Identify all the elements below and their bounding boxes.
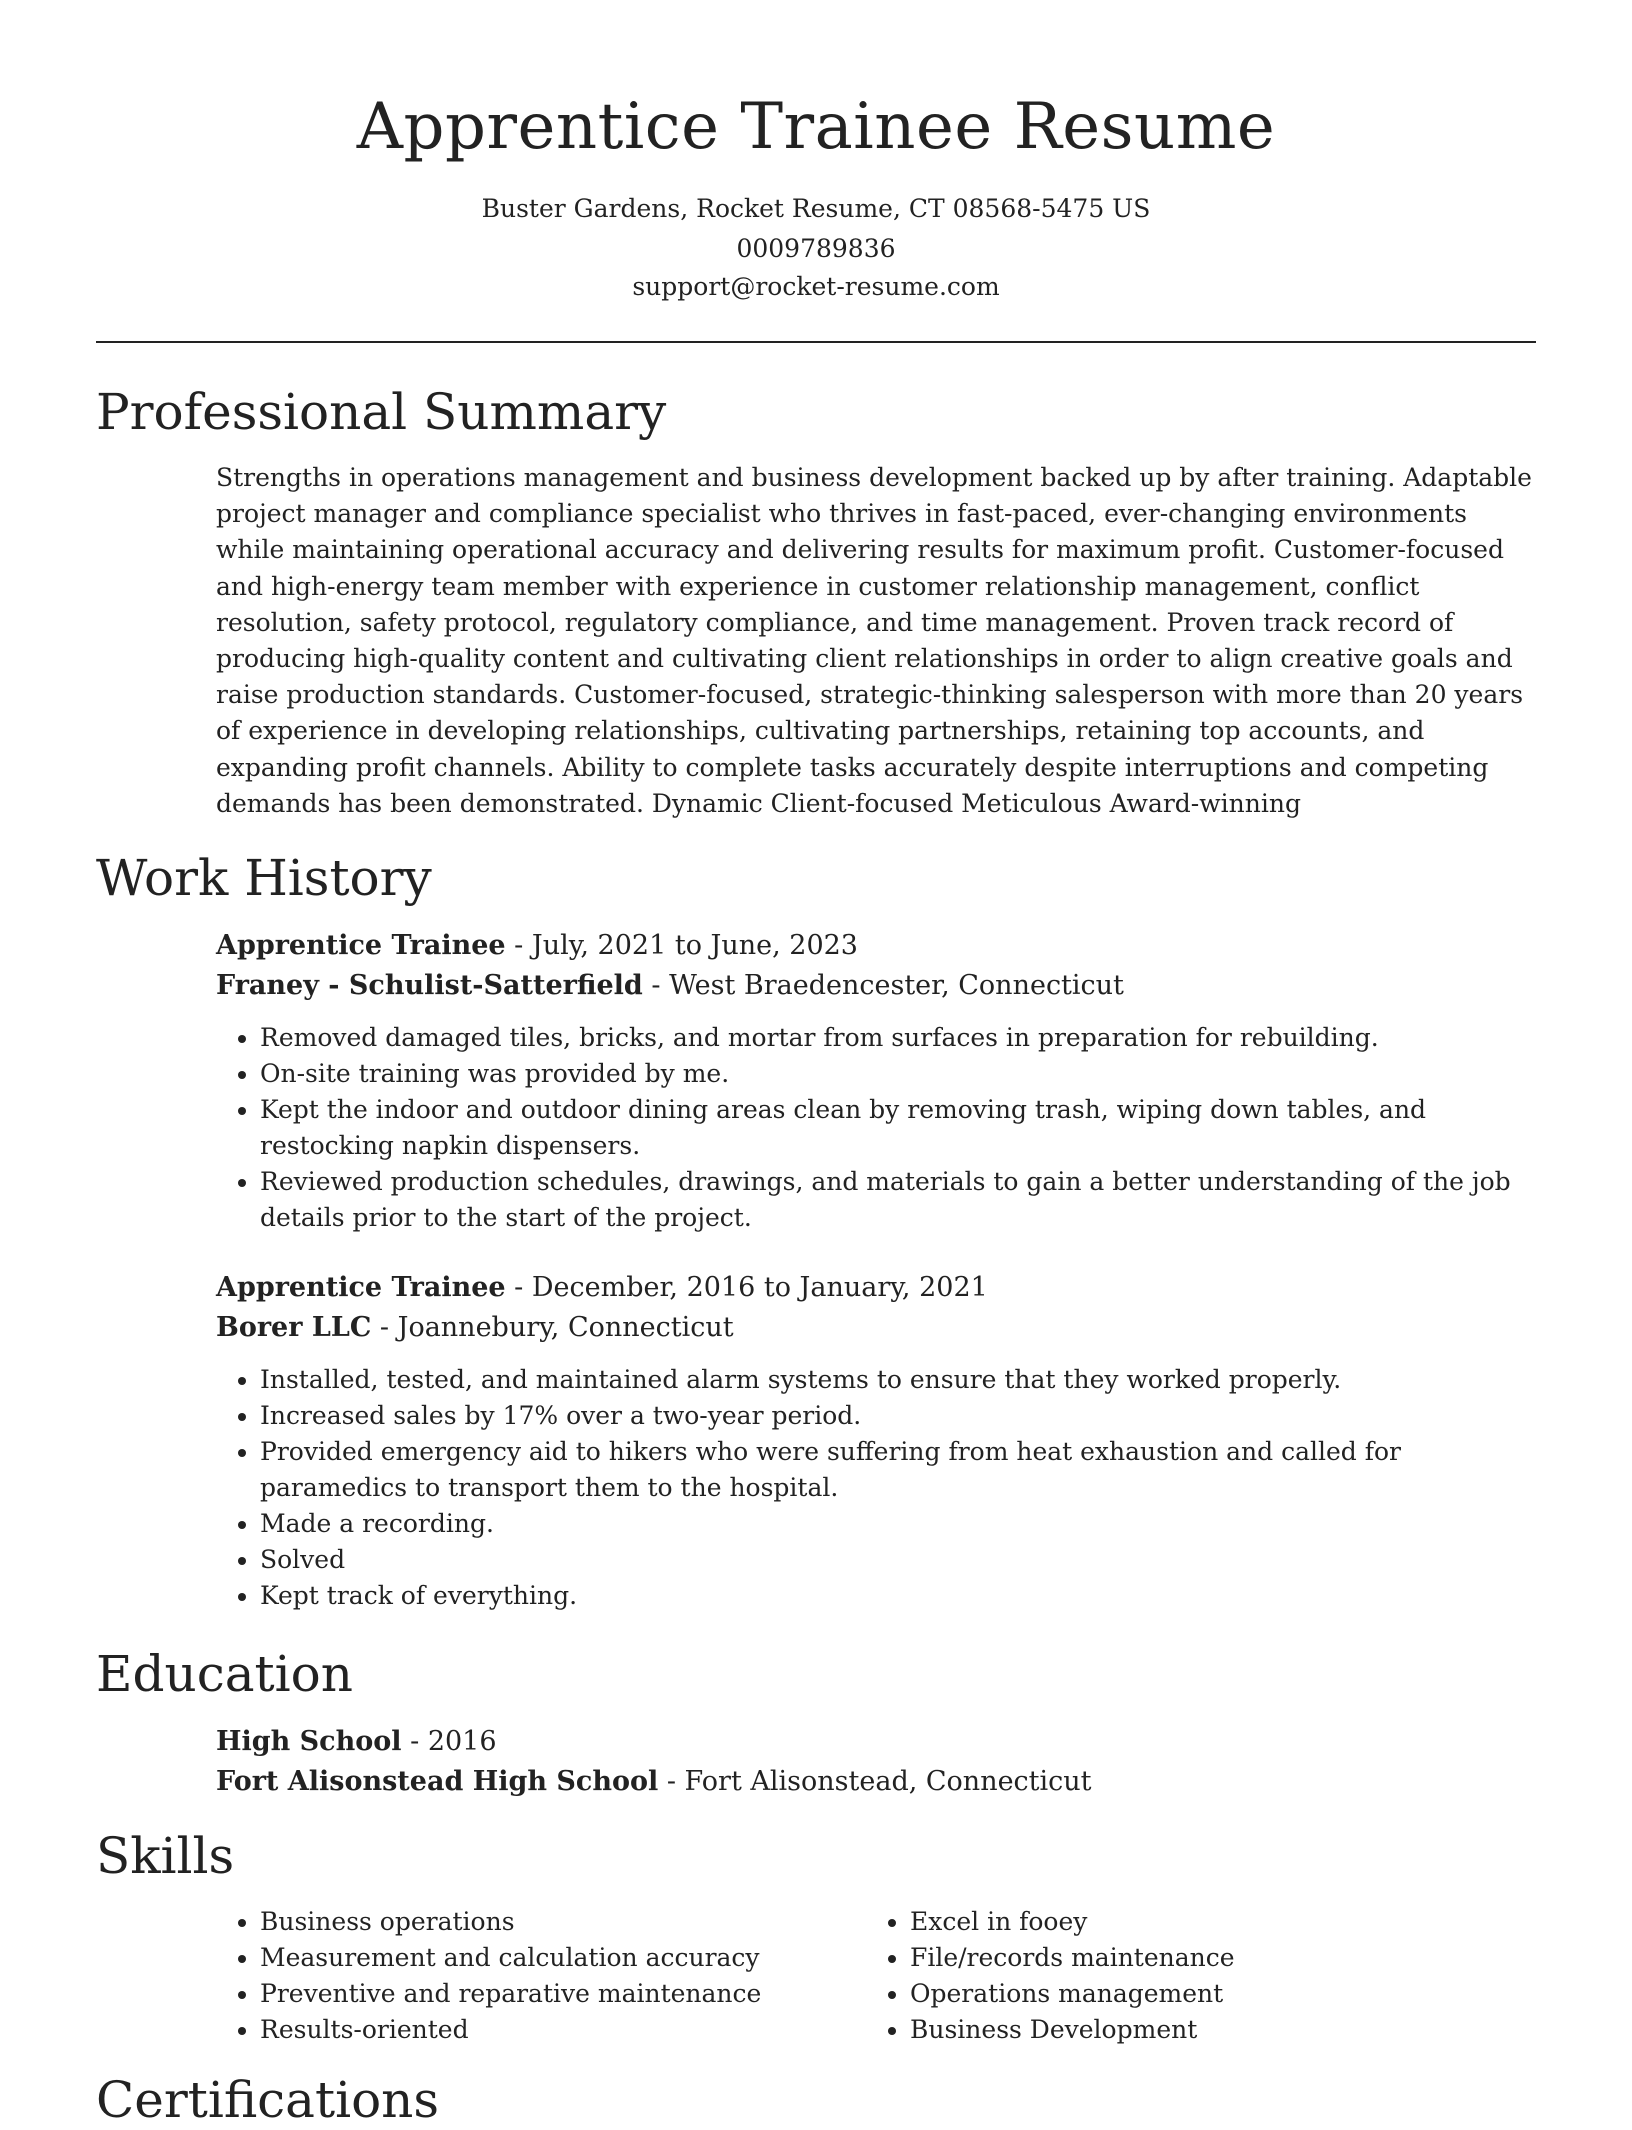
list-item: • Increased sales by 17% over a two-year period. xyxy=(260,1398,1536,1434)
list-item: • Business operations xyxy=(260,1904,856,1940)
job-title-line xyxy=(216,1268,1536,1308)
job-dates: - July, 2021 to June, 2023 xyxy=(505,930,858,961)
job-title: Apprentice Trainee xyxy=(216,1272,506,1303)
list-item: • Results-oriented xyxy=(260,2012,856,2048)
job-bullets xyxy=(216,1362,1536,1614)
list-item: • Operations management xyxy=(910,1976,1506,2012)
section-heading-certifications: Certifications xyxy=(96,2071,440,2129)
job-entry xyxy=(216,926,1536,1236)
contact-phone: 0009789836 xyxy=(736,234,896,263)
list-item: • On-site training was provided by me. xyxy=(260,1056,1536,1092)
job-bullets xyxy=(216,1020,1536,1236)
header-divider xyxy=(96,341,1536,343)
job-location: - Joannebury, Connecticut xyxy=(371,1312,734,1343)
job-company: Borer LLC xyxy=(216,1312,372,1343)
list-item: • Excel in fooey xyxy=(910,1904,1506,1940)
resume-title: Apprentice Trainee Resume xyxy=(356,90,1276,164)
list-item: • Reviewed production schedules, drawings, and materials to gain a better understanding of the job details prior to the start of the project. xyxy=(260,1164,1536,1236)
contact-email: support@rocket-resume.com xyxy=(632,272,1000,301)
list-item: • Solved xyxy=(260,1542,1536,1578)
list-item: • Measurement and calculation accuracy xyxy=(260,1940,856,1976)
section-heading-work-history: Work History xyxy=(96,849,432,907)
education-entry xyxy=(216,1722,1536,1802)
list-item: • Business Development xyxy=(910,2012,1506,2048)
list-item: • Installed, tested, and maintained alarm systems to ensure that they worked properly. xyxy=(260,1362,1536,1398)
skills-column-left xyxy=(216,1904,856,2048)
list-item: • Removed damaged tiles, bricks, and mortar from surfaces in preparation for rebuilding. xyxy=(260,1020,1536,1056)
job-company-line xyxy=(216,1308,1536,1348)
job-dates: - December, 2016 to January, 2021 xyxy=(505,1272,988,1303)
job-company: Franey - Schulist-Satterfield xyxy=(216,970,643,1001)
education-degree-line xyxy=(216,1722,1536,1762)
education-degree: High School xyxy=(216,1726,402,1757)
list-item: • Preventive and reparative maintenance xyxy=(260,1976,856,2012)
education-location: - Fort Alisonstead, Connecticut xyxy=(658,1766,1092,1797)
list-item: • Made a recording. xyxy=(260,1506,1536,1542)
list-item: • File/records maintenance xyxy=(910,1940,1506,1976)
education-school-line xyxy=(216,1762,1536,1802)
education-school: Fort Alisonstead High School xyxy=(216,1766,659,1797)
section-heading-skills: Skills xyxy=(96,1827,235,1885)
job-location: - West Braedencester, Connecticut xyxy=(642,970,1124,1001)
job-title: Apprentice Trainee xyxy=(216,930,506,961)
contact-address: Buster Gardens, Rocket Resume, CT 08568-5475 US xyxy=(481,194,1151,223)
list-item: • Provided emergency aid to hikers who were suffering from heat exhaustion and called for paramedics to transport them to the hospital. xyxy=(260,1434,1536,1506)
section-heading-summary: Professional Summary xyxy=(96,383,667,441)
skills-list xyxy=(216,1904,856,2048)
job-entry xyxy=(216,1268,1536,1614)
skills-list xyxy=(866,1904,1506,2048)
summary-text: Strengths in operations management and business development backed up by after training. Adaptable project manager and compliance specialist who thrives in fast-paced, ever-changing environments while maintaining operational accuracy and delivering results for maximum profit. Customer-focused and high-energy team member with experience in customer relationship management, conflict resolution, safety protocol, regulatory compliance, and time management. Proven track record of producing high-quality content and cultivating client relationships in order to align creative goals and raise production standards. Customer-focused, strategic-thinking salesperson with more than 20 years of experience in developing relationships, cultivating partnerships, retaining top accounts, and expanding profit channels. Ability to complete tasks accurately despite interruptions and competing demands has been demonstrated. Dynamic Client-focused Meticulous Award-winning xyxy=(216,463,1532,818)
section-heading-education: Education xyxy=(96,1645,353,1703)
job-company-line xyxy=(216,966,1536,1006)
skills-column-right xyxy=(866,1904,1506,2048)
list-item: • Kept track of everything. xyxy=(260,1578,1536,1614)
list-item: • Kept the indoor and outdoor dining areas clean by removing trash, wiping down tables, and restocking napkin dispensers. xyxy=(260,1092,1536,1164)
job-title-line xyxy=(216,926,1536,966)
education-year: - 2016 xyxy=(401,1726,497,1757)
